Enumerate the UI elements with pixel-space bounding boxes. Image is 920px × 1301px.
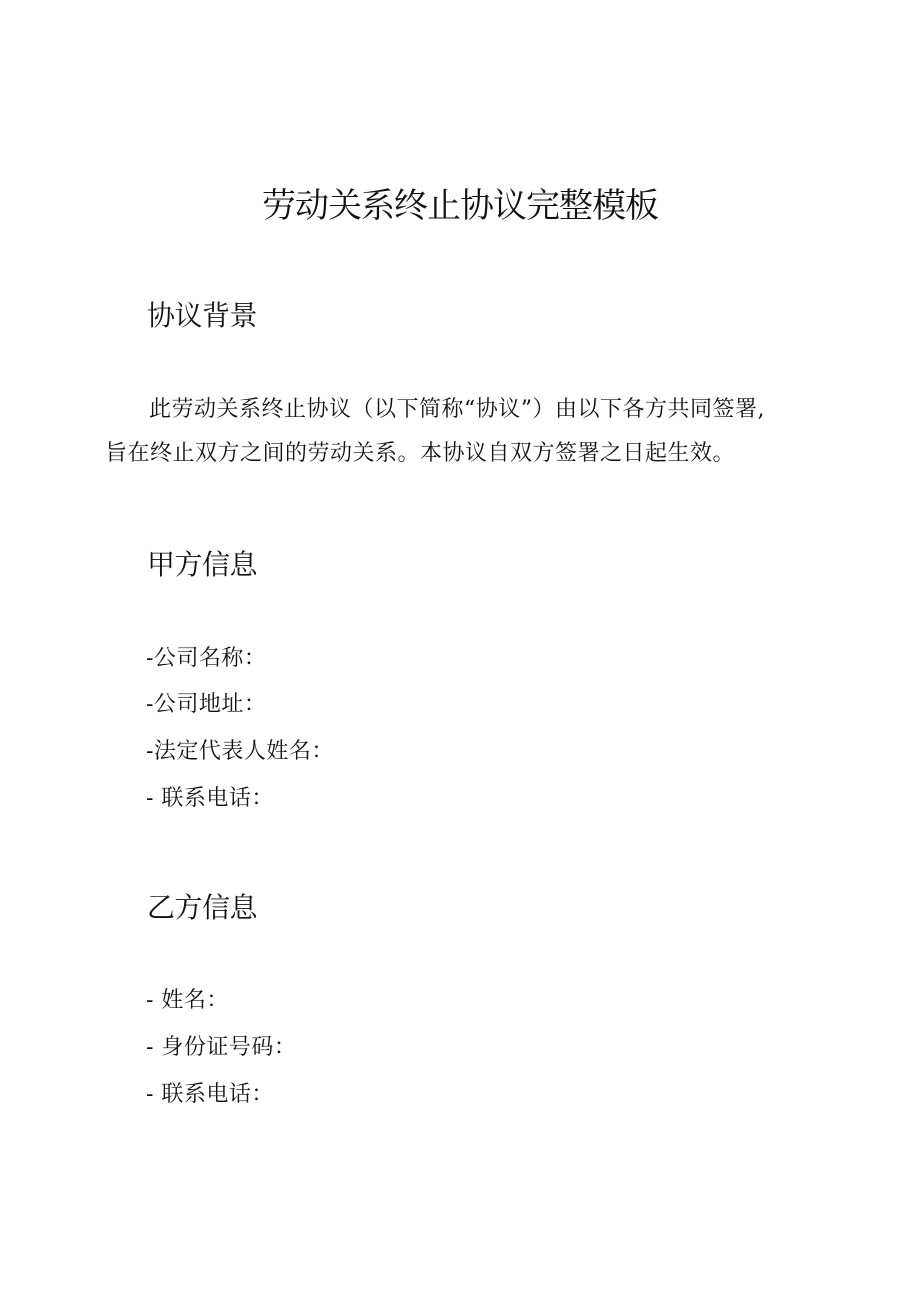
document-title: 劳动关系终止协议完整模板 <box>262 186 658 226</box>
background-paragraph-text: 此劳动关系终止协议（以下简称“协议”）由以下各方共同签署, <box>149 397 765 422</box>
section-heading-background: 协议背景 <box>147 299 258 332</box>
party-b-phone-field: - 联系电话： <box>146 1082 274 1107</box>
background-paragraph-line <box>105 388 825 432</box>
background-paragraph-line: 旨在终止双方之间的劳动关系。本协议自双方签署之日起生效。 <box>105 441 736 466</box>
background-paragraph <box>105 388 825 476</box>
party-a-phone-field: - 联系电话： <box>146 786 274 811</box>
party-b-id-number-field: - 身份证号码： <box>146 1035 297 1060</box>
party-a-company-name-field: -公司名称： <box>146 646 267 671</box>
party-a-legal-representative-field: -法定代表人姓名： <box>146 739 334 764</box>
party-b-name-field: - 姓名： <box>146 988 229 1013</box>
party-a-company-address-field: -公司地址： <box>146 692 267 717</box>
section-heading-party-b: 乙方信息 <box>147 891 258 924</box>
section-heading-party-a: 甲方信息 <box>147 548 258 581</box>
